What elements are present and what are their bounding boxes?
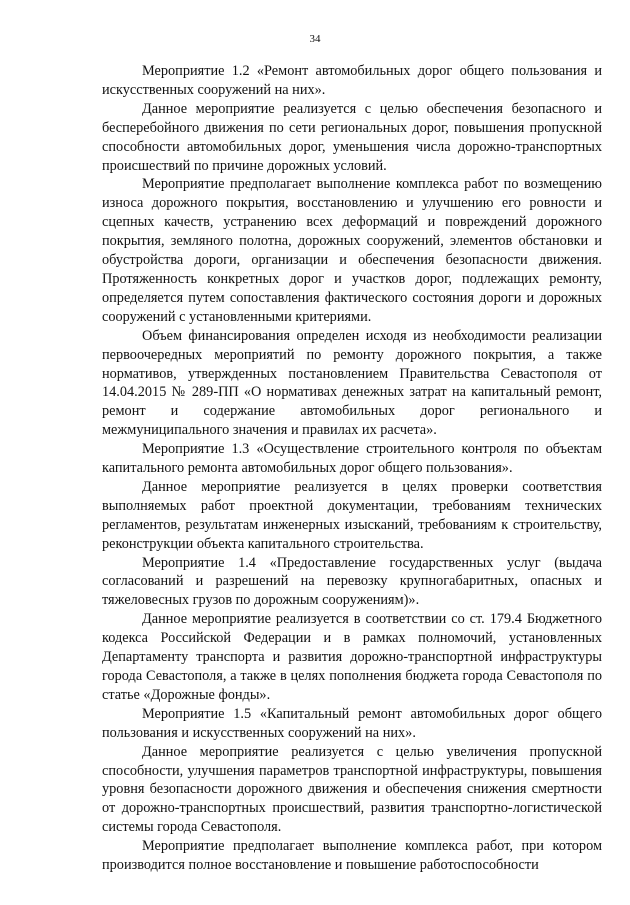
paragraph-measure-1-4-purpose: Данное мероприятие реализуется в соответствии со ст. 179.4 Бюджетного кодекса Российской Федерации и в рамках полномочий, установленных Департаменту транспорта и развития дорожно-транспортной инфраструктуры города Севастополя, а также в целях пополнения бюджета города Севастополя по статье «Дорожные фонды». (102, 611, 602, 703)
paragraph-measure-1-2-title: Мероприятие 1.2 «Ремонт автомобильных дорог общего пользования и искусственных сооружений на них». (102, 63, 602, 98)
paragraph-measure-1-3-purpose: Данное мероприятие реализуется в целях проверки соответствия выполняемых работ проектной документации, требованиям технических регламентов, результатам инженерных изысканий, требованиям к строительству, реконструкции объекта капитального строительства. (102, 478, 602, 552)
paragraph-measure-1-2-purpose: Данное мероприятие реализуется с целью обеспечения безопасного и бесперебойного движения по сети региональных дорог, повышения пропускной способности автомобильных дорог, уменьшения числа дорожно-транспортных происшествий по причине дорожных условий. (102, 100, 602, 174)
paragraph-measure-1-5-scope: Мероприятие предполагает выполнение комплекса работ, при котором производится полное восстановление и повышение работоспособности (102, 838, 602, 874)
paragraph-measure-1-5-title: Мероприятие 1.5 «Капитальный ремонт автомобильных дорог общего пользования и искусственных сооружений на них». (102, 705, 602, 741)
paragraph-measure-1-4-title: Мероприятие 1.4 «Предоставление государственных услуг (выдача согласований и разрешений на перевозку крупногабаритных, опасных и тяжеловесных грузов по дорожным сооружениям)». (102, 554, 602, 609)
page-number: 34 (309, 33, 321, 45)
paragraph-measure-1-5-purpose: Данное мероприятие реализуется с целью увеличения пропускной способности, улучшения параметров транспортной инфраструктуры, повышения уровня безопасности дорожного движения и обеспечения снижения смертности от дорожно-транспортных происшествий, развития транспортно-логистической системы города Севастополя. (102, 743, 602, 836)
paragraph-financing: Объем финансирования определен исходя из необходимости реализации первоочередных мероприятий по ремонту дорожного покрытия, а также нормативов, утвержденных постановлением Правительства Севастополя от 14.04.2015 № 289-ПП «О нормативах денежных затрат на капитальный ремонт, ремонт и содержание автомобильных дорог регионального и межмуниципального значения и правилах их расчета». (102, 327, 602, 439)
paragraph-measure-1-3-title: Мероприятие 1.3 «Осуществление строительного контроля по объектам капитального ремонта автомобильных дорог общего пользования». (102, 441, 602, 477)
paragraph-measure-1-2-scope: Мероприятие предполагает выполнение комплекса работ по возмещению износа дорожного покрытия, восстановлению и улучшению его ровности и сцепных качеств, устранению всех деформаций и повреждений дорожного покрытия, земляного полотна, дорожных сооружений, элементов обстановки и обустройства дороги, организации и обеспечения безопасности движения. Протяженность конкретных дорог и участков дорог, подлежащих ремонту, определяется путем сопоставления фактического состояния дороги и дорожных сооружений с установленными критериями. (102, 176, 602, 325)
document-body (102, 62, 602, 875)
